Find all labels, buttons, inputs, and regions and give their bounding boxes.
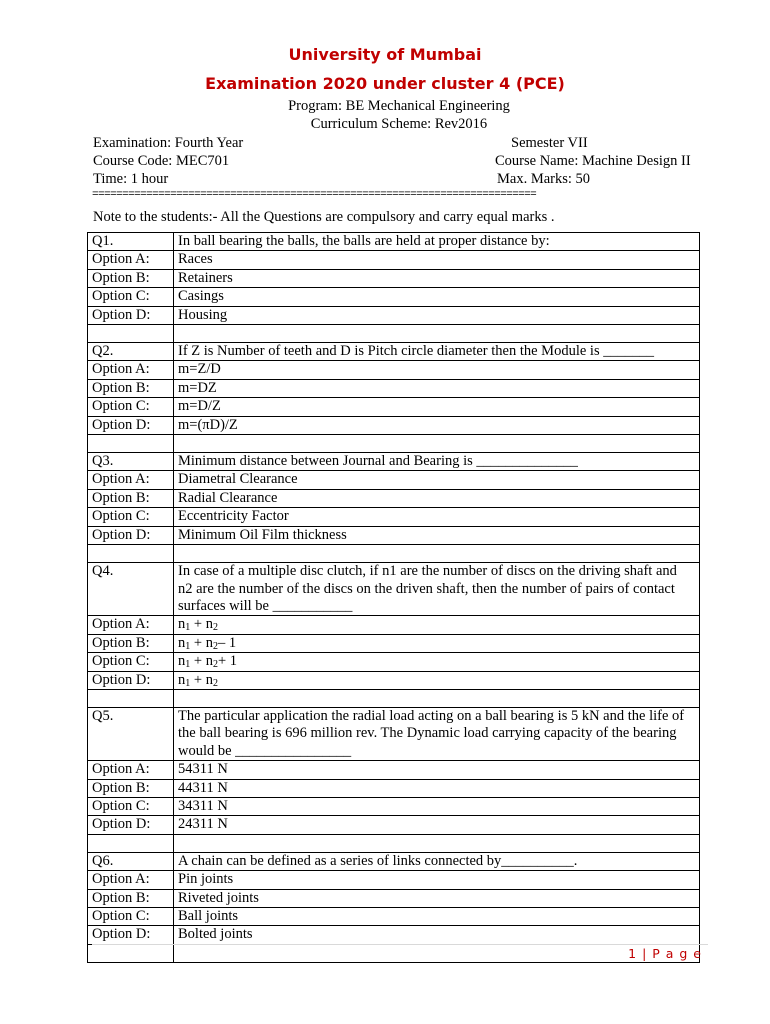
question-number: Q6.: [88, 852, 174, 870]
option-row: [88, 908, 700, 926]
option-text: Races: [174, 251, 700, 269]
spacer-row: [88, 689, 700, 707]
option-row: [88, 779, 700, 797]
exam-title: Examination 2020 under cluster 4 (PCE): [205, 74, 565, 93]
option-row: [88, 306, 700, 324]
option-row: [88, 398, 700, 416]
university-title: University of Mumbai: [288, 45, 482, 64]
spacer-row: [88, 325, 700, 343]
separator-line: ==========================================================================: [92, 190, 537, 200]
option-label: Option A:: [88, 761, 174, 779]
option-label: Option D:: [88, 306, 174, 324]
option-text: Housing: [174, 306, 700, 324]
option-label: Option B:: [88, 634, 174, 652]
question-text: The particular application the radial load acting on a ball bearing is 5 kN and the life of the ball bearing is 696 million rev. The Dynamic load carrying capacity of the bearing would be ________________: [174, 707, 700, 760]
option-text: 24311 N: [174, 816, 700, 834]
question-text: In ball bearing the balls, the balls are held at proper distance by:: [174, 233, 700, 251]
option-row: [88, 471, 700, 489]
option-row: [88, 251, 700, 269]
option-text: Minimum Oil Film thickness: [174, 526, 700, 544]
semester-label: Semester VII: [511, 135, 588, 151]
option-label: Option D:: [88, 671, 174, 689]
option-text: 34311 N: [174, 797, 700, 815]
option-label: Option A:: [88, 616, 174, 634]
option-label: Option A:: [88, 871, 174, 889]
option-row: [88, 269, 700, 287]
option-label: Option D:: [88, 526, 174, 544]
option-text: m=Z/D: [174, 361, 700, 379]
question-row: [88, 563, 700, 616]
option-text: m=D/Z: [174, 398, 700, 416]
option-row: [88, 871, 700, 889]
option-row: [88, 288, 700, 306]
option-row: [88, 416, 700, 434]
course-code-label: Course Code: MEC701: [93, 153, 230, 169]
option-text: 44311 N: [174, 779, 700, 797]
question-row: [88, 453, 700, 471]
option-text: Eccentricity Factor: [174, 508, 700, 526]
option-label: Option D:: [88, 816, 174, 834]
option-label: Option C:: [88, 288, 174, 306]
questions-table: [87, 232, 700, 963]
option-text: $n_1 + n_2$: [174, 671, 700, 689]
option-text: Casings: [174, 288, 700, 306]
scheme-line: Curriculum Scheme: Rev2016: [310, 116, 488, 132]
question-number: Q5.: [88, 707, 174, 760]
option-row: [88, 489, 700, 507]
question-number: Q4.: [88, 563, 174, 616]
option-text: Radial Clearance: [174, 489, 700, 507]
option-label: Option A:: [88, 361, 174, 379]
option-label: Option B:: [88, 379, 174, 397]
question-text: In case of a multiple disc clutch, if n1 are the number of discs on the driving shaft and n2 are the number of the discs on the driven shaft, then the number of pairs of contact surfaces will be ___________: [174, 563, 700, 616]
option-label: Option B:: [88, 779, 174, 797]
option-label: Option D:: [88, 926, 174, 944]
question-text: A chain can be defined as a series of links connected by__________.: [174, 852, 700, 870]
option-row: [88, 508, 700, 526]
option-row: [88, 361, 700, 379]
option-label: Option D:: [88, 416, 174, 434]
option-label: Option B:: [88, 489, 174, 507]
question-row: [88, 343, 700, 361]
option-label: Option B:: [88, 889, 174, 907]
question-row: [88, 852, 700, 870]
option-row: [88, 653, 700, 671]
spacer-row: [88, 435, 700, 453]
option-text: m=(πD)/Z: [174, 416, 700, 434]
option-label: Option C:: [88, 398, 174, 416]
question-text: If Z is Number of teeth and D is Pitch circle diameter then the Module is _______: [174, 343, 700, 361]
option-text: Ball joints: [174, 908, 700, 926]
question-text: Minimum distance between Journal and Bearing is ______________: [174, 453, 700, 471]
option-text: 54311 N: [174, 761, 700, 779]
option-text: $n_1 + n_2$: [174, 616, 700, 634]
time-label: Time: 1 hour: [93, 171, 169, 187]
option-row: [88, 671, 700, 689]
program-line: Program: BE Mechanical Engineering: [288, 98, 510, 114]
option-text: Retainers: [174, 269, 700, 287]
option-label: Option B:: [88, 269, 174, 287]
question-row: [88, 233, 700, 251]
option-text: m=DZ: [174, 379, 700, 397]
option-text: Bolted joints: [174, 926, 700, 944]
option-text: $n_1 + n_2-$ 1: [174, 634, 700, 652]
option-text: Pin joints: [174, 871, 700, 889]
option-row: [88, 889, 700, 907]
option-row: [88, 816, 700, 834]
footer-divider: [92, 944, 708, 945]
examination-label: Examination: Fourth Year: [93, 135, 244, 151]
option-text: Diametral Clearance: [174, 471, 700, 489]
spacer-row: [88, 545, 700, 563]
question-number: Q3.: [88, 453, 174, 471]
option-label: Option C:: [88, 797, 174, 815]
spacer-row: [88, 944, 700, 962]
option-label: Option A:: [88, 251, 174, 269]
course-name-label: Course Name: Machine Design II: [495, 153, 691, 169]
question-row: [88, 707, 700, 760]
option-text: $n_1 + n_2+ 1$: [174, 653, 700, 671]
option-row: [88, 761, 700, 779]
option-label: Option C:: [88, 908, 174, 926]
option-row: [88, 526, 700, 544]
option-label: Option A:: [88, 471, 174, 489]
spacer-row: [88, 834, 700, 852]
option-row: [88, 926, 700, 944]
option-row: [88, 616, 700, 634]
option-row: [88, 797, 700, 815]
page-number: 1 | P a g e: [628, 946, 702, 961]
option-row: [88, 634, 700, 652]
question-number: Q1.: [88, 233, 174, 251]
option-text: Riveted joints: [174, 889, 700, 907]
option-label: Option C:: [88, 508, 174, 526]
option-label: Option C:: [88, 653, 174, 671]
option-row: [88, 379, 700, 397]
max-marks-label: Max. Marks: 50: [497, 171, 591, 187]
students-note: Note to the students:- All the Questions are compulsory and carry equal marks .: [93, 209, 555, 225]
question-number: Q2.: [88, 343, 174, 361]
